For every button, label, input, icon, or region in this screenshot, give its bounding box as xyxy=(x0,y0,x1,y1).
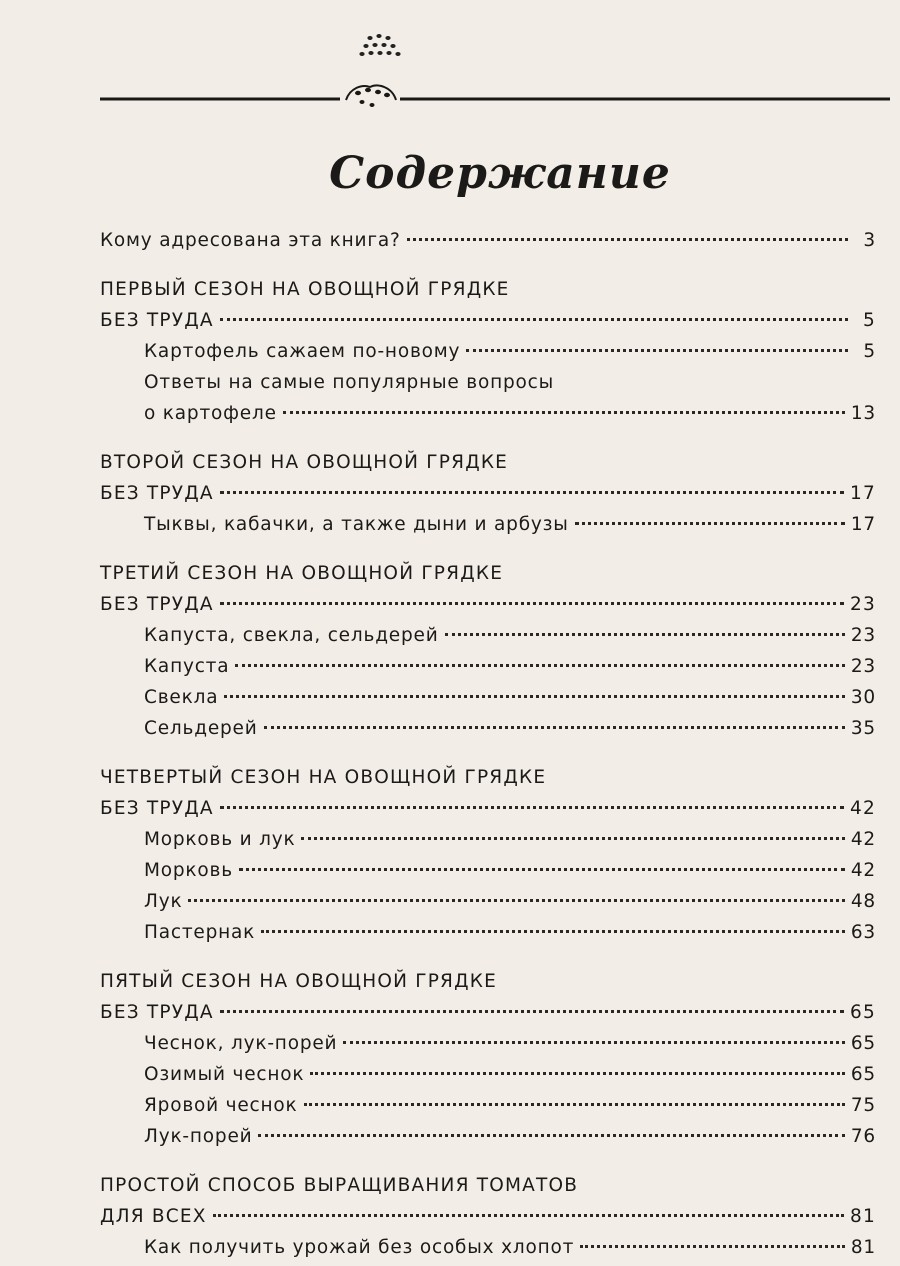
toc-part-heading: ВТОРОЙ СЕЗОН НА ОВОЩНОЙ ГРЯДКЕ xyxy=(100,452,509,473)
toc-entry[interactable]: Свекла 30 xyxy=(144,687,876,708)
seed-pile-icon xyxy=(346,86,396,107)
header-rule xyxy=(100,78,890,118)
toc-entry[interactable]: Озимый чеснок 65 xyxy=(144,1064,876,1085)
toc-entry[interactable]: Картофель сажаем по-новому 5 xyxy=(144,341,876,362)
toc-entry[interactable]: Кому адресована эта книга? 3 xyxy=(100,230,876,251)
toc-entry: Ответы на самые популярные вопросы xyxy=(144,372,555,393)
toc-entry[interactable]: Сельдерей 35 xyxy=(144,718,876,739)
toc-entry[interactable]: БЕЗ ТРУДА 5 xyxy=(100,310,876,331)
toc-part-heading: ПЯТЫЙ СЕЗОН НА ОВОЩНОЙ ГРЯДКЕ xyxy=(100,971,497,992)
toc-entry[interactable]: Тыквы, кабачки, а также дыни и арбузы 17 xyxy=(144,514,876,535)
toc-part-heading: ЧЕТВЕРТЫЙ СЕЗОН НА ОВОЩНОЙ ГРЯДКЕ xyxy=(100,767,547,788)
toc-part-heading: ПРОСТОЙ СПОСОБ ВЫРАЩИВАНИЯ ТОМАТОВ xyxy=(100,1175,579,1196)
toc-entry[interactable]: БЕЗ ТРУДА 23 xyxy=(100,594,876,615)
toc-part-heading: ТРЕТИЙ СЕЗОН НА ОВОЩНОЙ ГРЯДКЕ xyxy=(100,563,504,584)
toc-entry[interactable]: ДЛЯ ВСЕХ 81 xyxy=(100,1206,876,1227)
toc-entry[interactable]: Лук 48 xyxy=(144,891,876,912)
toc-entry[interactable]: БЕЗ ТРУДА 65 xyxy=(100,1002,876,1023)
toc-entry[interactable]: Яровой чеснок 75 xyxy=(144,1095,876,1116)
page-title: Содержание xyxy=(329,148,671,199)
toc-entry[interactable]: Чеснок, лук-порей 65 xyxy=(144,1033,876,1054)
toc-part-heading: ПЕРВЫЙ СЕЗОН НА ОВОЩНОЙ ГРЯДКЕ xyxy=(100,279,510,300)
toc-entry[interactable]: Морковь и лук 42 xyxy=(144,829,876,850)
toc-entry[interactable]: Морковь 42 xyxy=(144,860,876,881)
seeds-ornament-icon xyxy=(352,32,412,62)
toc-entry[interactable]: БЕЗ ТРУДА 42 xyxy=(100,798,876,819)
toc-entry[interactable]: БЕЗ ТРУДА 17 xyxy=(100,483,876,504)
toc-entry[interactable]: Капуста, свекла, сельдерей 23 xyxy=(144,625,876,646)
toc-entry[interactable]: Пастернак 63 xyxy=(144,922,876,943)
toc-entry[interactable]: Лук-порей 76 xyxy=(144,1126,876,1147)
toc-entry[interactable]: Капуста 23 xyxy=(144,656,876,677)
toc-entry[interactable]: о картофеле 13 xyxy=(144,403,876,424)
table-of-contents xyxy=(100,228,876,1266)
toc-entry[interactable]: Как получить урожай без особых хлопот 81 xyxy=(144,1237,876,1258)
